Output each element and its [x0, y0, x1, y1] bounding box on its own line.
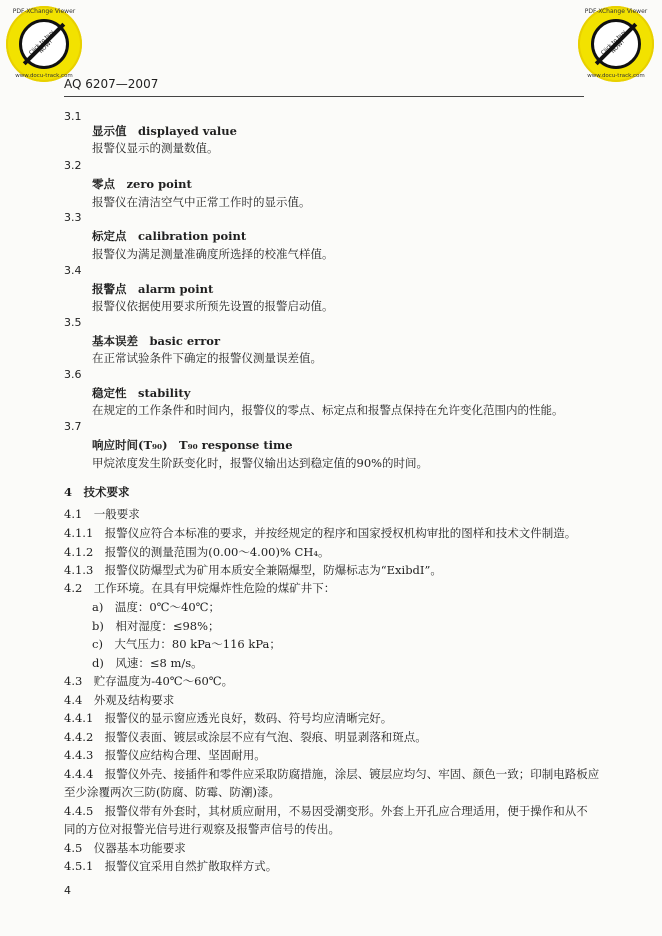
section-line: 4.4.2 报警仪表面、镀层或涂层不应有气泡、裂痕、明显剥落和斑点。 — [64, 730, 427, 744]
standard-number: AQ 6207—2007 — [64, 77, 159, 91]
section-line: 4.4.5 报警仪带有外套时，其材质应耐用，不易因受潮变形。外套上开孔应合理适用，便于操作和从不 — [64, 804, 588, 818]
section-line: 4.5.1 报警仪宜采用自然扩散取样方式。 — [64, 859, 278, 873]
term-title: 报警点 alarm point — [92, 282, 214, 296]
term-number: 3.6 — [64, 368, 82, 381]
stamp-click-text: Click to buy NOW! — [28, 29, 56, 57]
stamp-site: www.docu-track.com — [587, 73, 645, 79]
term-number: 3.1 — [64, 110, 82, 123]
term-number: 3.7 — [64, 420, 82, 433]
term-definition: 报警仪为满足测量准确度所选择的校准气样值。 — [92, 247, 334, 261]
term-definition: 报警仪依据使用要求所预先设置的报警启动值。 — [92, 299, 334, 313]
section-line: 4.4 外观及结构要求 — [64, 693, 175, 707]
section-line: 同的方位对报警光信号进行观察及报警声信号的传出。 — [64, 822, 340, 836]
term-number: 3.5 — [64, 316, 82, 329]
stamp-click-text: Click to buy NOW! — [600, 29, 628, 57]
term-definition: 报警仪显示的测量数值。 — [92, 141, 219, 155]
term-definition: 甲烷浓度发生阶跃变化时，报警仪输出达到稳定值的90%的时间。 — [92, 456, 429, 470]
term-title: 稳定性 stability — [92, 386, 191, 400]
section-line: 4.3 贮存温度为-40℃～60℃。 — [64, 674, 234, 688]
list-item: d) 风速：≤8 m/s。 — [92, 656, 203, 670]
list-item: c) 大气压力：80 kPa～116 kPa； — [92, 637, 281, 651]
section-line: 4.4.4 报警仪外壳、接插件和零件应采取防腐措施，涂层、镀层应均匀、牢固、颜色一致；印制电路板应 — [64, 767, 600, 781]
list-item: a) 温度：0℃～40℃； — [92, 600, 221, 614]
header-rule — [64, 96, 584, 97]
section-line: 4.1.1 报警仪应符合本标准的要求，并按经规定的程序和国家授权机构审批的图样和技术文件制造。 — [64, 526, 577, 540]
stamp-brand: PDF-XChange Viewer — [12, 8, 76, 15]
section-line: 4.1 一般要求 — [64, 507, 140, 521]
list-item: b) 相对湿度：≤98%； — [92, 619, 220, 633]
term-title: 标定点 calibration point — [92, 229, 247, 243]
term-title: 基本误差 basic error — [92, 334, 221, 348]
watermark-stamp-left[interactable] — [6, 6, 82, 82]
section-title: 4 技术要求 — [64, 485, 130, 499]
term-definition: 在规定的工作条件和时间内，报警仪的零点、标定点和报警点保持在允许变化范围内的性能。 — [92, 403, 564, 417]
term-definition: 报警仪在清洁空气中正常工作时的显示值。 — [92, 195, 311, 209]
stamp-brand: PDF-XChange Viewer — [584, 8, 648, 15]
section-line: 4.4.3 报警仪应结构合理、坚固耐用。 — [64, 748, 266, 762]
term-number: 3.4 — [64, 264, 82, 277]
section-line: 4.5 仪器基本功能要求 — [64, 841, 186, 855]
section-line: 4.2 工作环境。在具有甲烷爆炸性危险的煤矿井下： — [64, 581, 336, 595]
watermark-stamp-right[interactable] — [578, 6, 654, 82]
stamp-site: www.docu-track.com — [15, 73, 73, 79]
page-number: 4 — [64, 884, 71, 897]
section-line: 4.1.3 报警仪防爆型式为矿用本质安全兼隔爆型，防爆标志为“ExibdI”。 — [64, 563, 442, 577]
term-definition: 在正常试验条件下确定的报警仪测量误差值。 — [92, 351, 322, 365]
section-line: 至少涂覆两次三防(防腐、防霉、防潮)漆。 — [64, 785, 280, 799]
section-line: 4.4.1 报警仪的显示窗应透光良好，数码、符号均应清晰完好。 — [64, 711, 393, 725]
term-title: 零点 zero point — [92, 177, 192, 191]
term-title: 响应时间(T₉₀) T₉₀ response time — [92, 438, 293, 452]
term-number: 3.2 — [64, 159, 82, 172]
term-title: 显示值 displayed value — [92, 124, 237, 138]
section-line: 4.1.2 报警仪的测量范围为(0.00～4.00)% CH₄。 — [64, 545, 330, 559]
term-number: 3.3 — [64, 211, 82, 224]
